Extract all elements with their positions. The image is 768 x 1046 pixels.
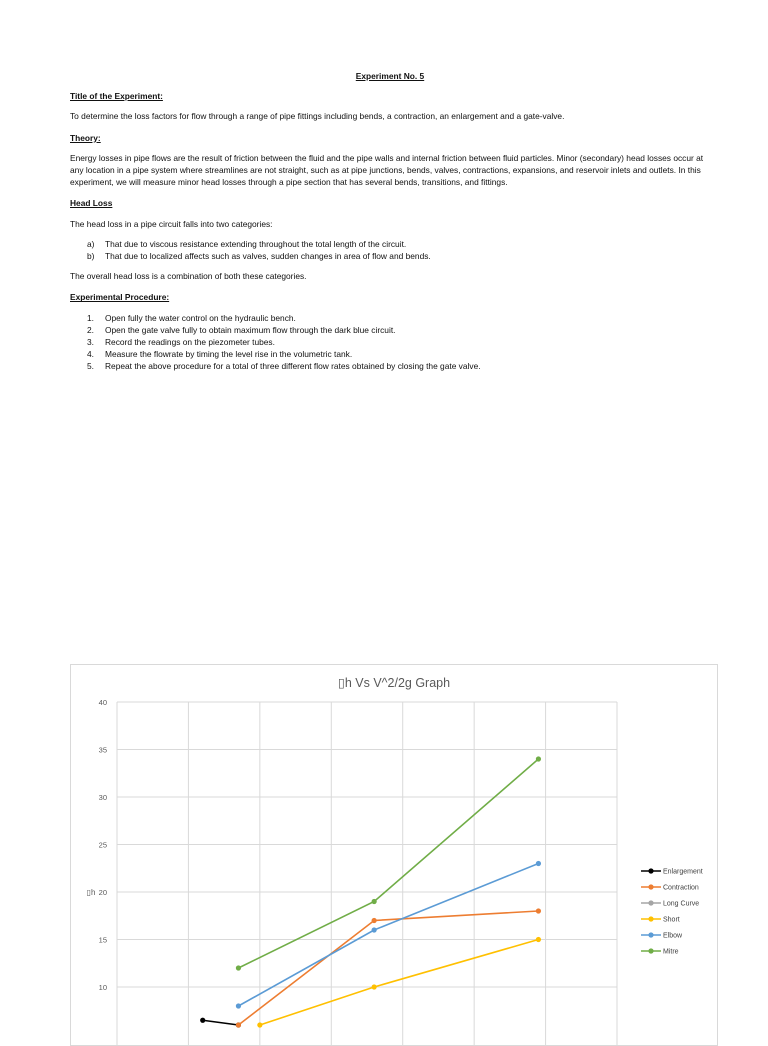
- y-tick-label: 40: [98, 698, 107, 707]
- legend-label: Contraction: [663, 884, 699, 892]
- document-body: [70, 70, 710, 373]
- legend-swatch-marker: [648, 948, 653, 953]
- data-point: [536, 937, 541, 942]
- procedure-step: [70, 324, 710, 336]
- y-tick-label: 30: [98, 793, 107, 802]
- data-point: [236, 1022, 241, 1027]
- data-point: [257, 1022, 262, 1027]
- data-point: [372, 927, 377, 932]
- head-loss-summary: The overall head loss is a combination of both these categories.: [70, 271, 307, 282]
- step-number: 1.: [87, 312, 94, 323]
- list-item: [70, 238, 710, 250]
- data-point: [236, 965, 241, 970]
- y-tick-label: 15: [98, 935, 107, 945]
- y-tick-label: 35: [98, 745, 107, 755]
- series-line-short: [260, 940, 539, 1026]
- series-line-elbow: [238, 864, 538, 1007]
- procedure-step: [70, 312, 710, 324]
- procedure-heading: Experimental Procedure:: [70, 292, 170, 303]
- chart-title-text: h Vs V^2/2g Graph: [344, 676, 451, 690]
- legend-swatch-marker: [648, 916, 653, 921]
- legend-label: Mitre: [663, 948, 679, 956]
- legend-label: Short: [663, 916, 680, 924]
- data-point: [236, 1003, 241, 1008]
- y-tick-label: 10: [98, 983, 107, 992]
- data-point: [536, 861, 541, 866]
- legend-swatch-marker: [648, 884, 653, 889]
- page-title: Experiment No. 5: [355, 71, 425, 81]
- step-number: 3.: [87, 337, 94, 348]
- list-marker: a): [87, 238, 95, 249]
- step-text: Open fully the water control on the hydraulic bench.: [105, 312, 296, 323]
- procedure-step: [70, 360, 710, 372]
- step-text: Measure the flowrate by timing the level rise in the volumetric tank.: [105, 349, 353, 360]
- list-marker: b): [87, 251, 95, 262]
- step-number: 2.: [87, 324, 94, 335]
- y-axis-label: ▯h: [86, 888, 96, 897]
- title-section-text: To determine the loss factors for flow through a range of pipe fittings including bends, a contraction, an enlargement and a gate-valve.: [70, 111, 565, 122]
- head-loss-heading: Head Loss: [70, 198, 113, 209]
- step-text: Repeat the above procedure for a total of three different flow rates obtained by closing the gate valve.: [105, 361, 481, 372]
- legend-label: Enlargement: [663, 868, 703, 876]
- data-point: [200, 1018, 205, 1023]
- procedure-step: [70, 348, 710, 360]
- y-tick-label: 25: [98, 840, 107, 850]
- step-text: Open the gate valve fully to obtain maximum flow through the dark blue circuit.: [105, 324, 396, 335]
- title-glyph: ▯: [337, 676, 345, 690]
- series-line-mitre: [238, 759, 538, 968]
- step-number: 4.: [87, 349, 94, 360]
- data-point: [372, 918, 377, 923]
- list-text: That due to viscous resistance extending throughout the total length of the circuit.: [105, 238, 407, 249]
- line-chart: [71, 665, 717, 1045]
- series-line-contraction: [238, 911, 538, 1025]
- list-text: That due to localized affects such as valves, sudden changes in area of flow and bends.: [105, 251, 431, 262]
- head-loss-intro: The head loss in a pipe circuit falls into two categories:: [70, 218, 273, 229]
- legend-swatch-marker: [648, 932, 653, 937]
- step-text: Record the readings on the piezometer tubes.: [105, 337, 275, 348]
- list-item: [70, 250, 710, 262]
- legend-swatch-marker: [648, 900, 653, 905]
- data-point: [536, 908, 541, 913]
- legend-swatch-marker: [648, 868, 653, 873]
- legend-label: Long Curve: [663, 900, 700, 908]
- chart-container: [70, 664, 718, 1046]
- series-line-enlargement: [203, 1020, 239, 1025]
- theory-heading: Theory:: [70, 132, 101, 143]
- data-point: [372, 984, 377, 989]
- title-section-heading: Title of the Experiment:: [70, 91, 163, 102]
- data-point: [536, 756, 541, 761]
- legend-label: Elbow: [663, 932, 683, 940]
- step-number: 5.: [87, 361, 94, 372]
- y-tick-label: 20: [98, 888, 107, 897]
- data-point: [372, 899, 377, 904]
- theory-text: Energy losses in pipe flows are the result of friction between the fluid and the pipe walls and internal friction between fluid particles. Minor (secondary) head losses occur at any location in a pipe system where streamlines are not straight, such as at pipe junctions, bends, valves, contractions, expansions, and reservoir inlets and outlets. In this experiment, we will measure minor head losses through a pipe section that has several bends, transitions, and fittings.: [70, 152, 704, 188]
- procedure-step: [70, 336, 710, 348]
